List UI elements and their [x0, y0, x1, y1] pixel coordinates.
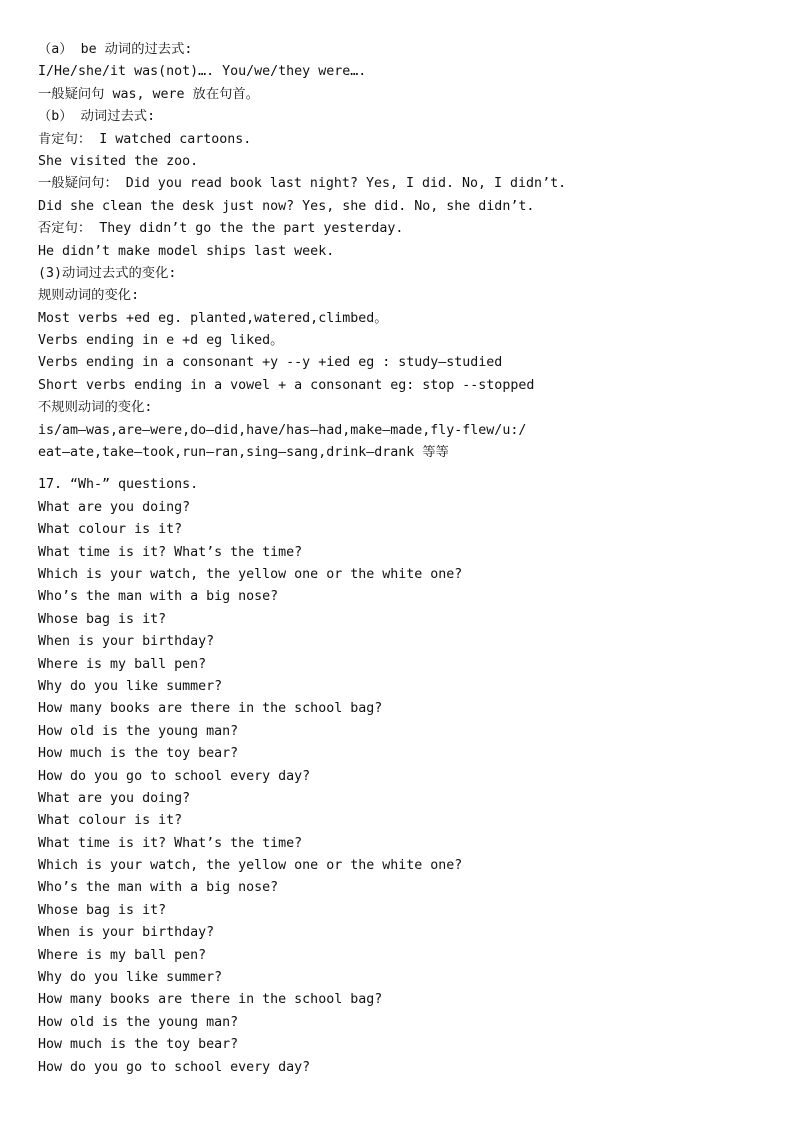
- question-line: Where is my ball pen?: [38, 947, 207, 963]
- question-line: Which is your watch, the yellow one or the white one?: [38, 566, 463, 582]
- regular-verb-rule: Most verbs +ed eg. planted,watered,climbed。: [38, 310, 388, 326]
- question-line: Which is your watch, the yellow one or the white one?: [38, 858, 463, 874]
- question-line: When is your birthday?: [38, 925, 215, 941]
- question-line: Whose bag is it?: [38, 902, 167, 918]
- regular-verb-rule: Verbs ending in a consonant +y --y +ied eg : study—studied: [38, 355, 503, 371]
- question-rule: 一般疑问句 was, were 放在句首。: [38, 86, 260, 102]
- affirmative-example: 肯定句： I watched cartoons.: [38, 131, 252, 147]
- verb-change-heading: (3)动词过去式的变化:: [38, 265, 177, 281]
- be-verb-past-heading: （a） be 动词的过去式:: [38, 42, 193, 57]
- question-line: Who’s the man with a big nose?: [38, 880, 279, 896]
- negative-example: 否定句： They didn’t go the the part yesterday.: [38, 221, 404, 237]
- verb-past-heading: （b） 动词过去式:: [38, 109, 156, 125]
- question-line: What are you doing?: [38, 499, 191, 515]
- question-line: How many books are there in the school bag?: [38, 701, 383, 717]
- irregular-verbs-heading: 不规则动词的变化:: [38, 400, 153, 416]
- question-line: Why do you like summer?: [38, 678, 223, 694]
- question-line: How much is the toy bear?: [38, 1037, 239, 1053]
- question-line: What time is it? What’s the time?: [38, 835, 303, 851]
- negative-example: He didn’t make model ships last week.: [38, 243, 335, 259]
- question-line: Whose bag is it?: [38, 611, 167, 627]
- question-line: How many books are there in the school bag?: [38, 992, 383, 1008]
- question-line: What are you doing?: [38, 790, 191, 806]
- grammar-section: [38, 39, 758, 464]
- irregular-verb-list: is/am—was,are—were,do—did,have/has—had,make—made,fly-flew/u:/: [38, 422, 527, 438]
- be-verb-past-forms: I/He/she/it was(not)…. You/we/they were….: [38, 64, 367, 80]
- question-line: Why do you like summer?: [38, 970, 223, 986]
- question-line: What colour is it?: [38, 813, 183, 829]
- question-line: How much is the toy bear?: [38, 746, 239, 762]
- section-gap: [38, 464, 758, 474]
- question-line: What colour is it?: [38, 522, 183, 538]
- irregular-verb-list: eat—ate,take—took,run—ran,sing—sang,drink—drank 等等: [38, 445, 449, 461]
- wh-questions-section: [38, 474, 758, 1079]
- wh-questions-heading: 17. “Wh-” questions.: [38, 477, 199, 493]
- question-example: 一般疑问句： Did you read book last night? Yes, I did. No, I didn’t.: [38, 176, 567, 192]
- question-line: Where is my ball pen?: [38, 656, 207, 672]
- question-line: How do you go to school every day?: [38, 768, 311, 784]
- regular-verb-rule: Verbs ending in e +d eg liked。: [38, 333, 284, 349]
- document-page: [38, 39, 758, 1079]
- regular-verb-rule: Short verbs ending in a vowel + a consonant eg: stop --stopped: [38, 377, 535, 393]
- question-example: Did she clean the desk just now? Yes, she did. No, she didn’t.: [38, 198, 535, 214]
- question-line: How old is the young man?: [38, 1014, 239, 1030]
- question-line: When is your birthday?: [38, 634, 215, 650]
- question-line: How do you go to school every day?: [38, 1059, 311, 1075]
- affirmative-example: She visited the zoo.: [38, 153, 199, 169]
- question-line: How old is the young man?: [38, 723, 239, 739]
- question-line: Who’s the man with a big nose?: [38, 589, 279, 605]
- question-line: What time is it? What’s the time?: [38, 544, 303, 560]
- regular-verbs-heading: 规则动词的变化:: [38, 288, 140, 304]
